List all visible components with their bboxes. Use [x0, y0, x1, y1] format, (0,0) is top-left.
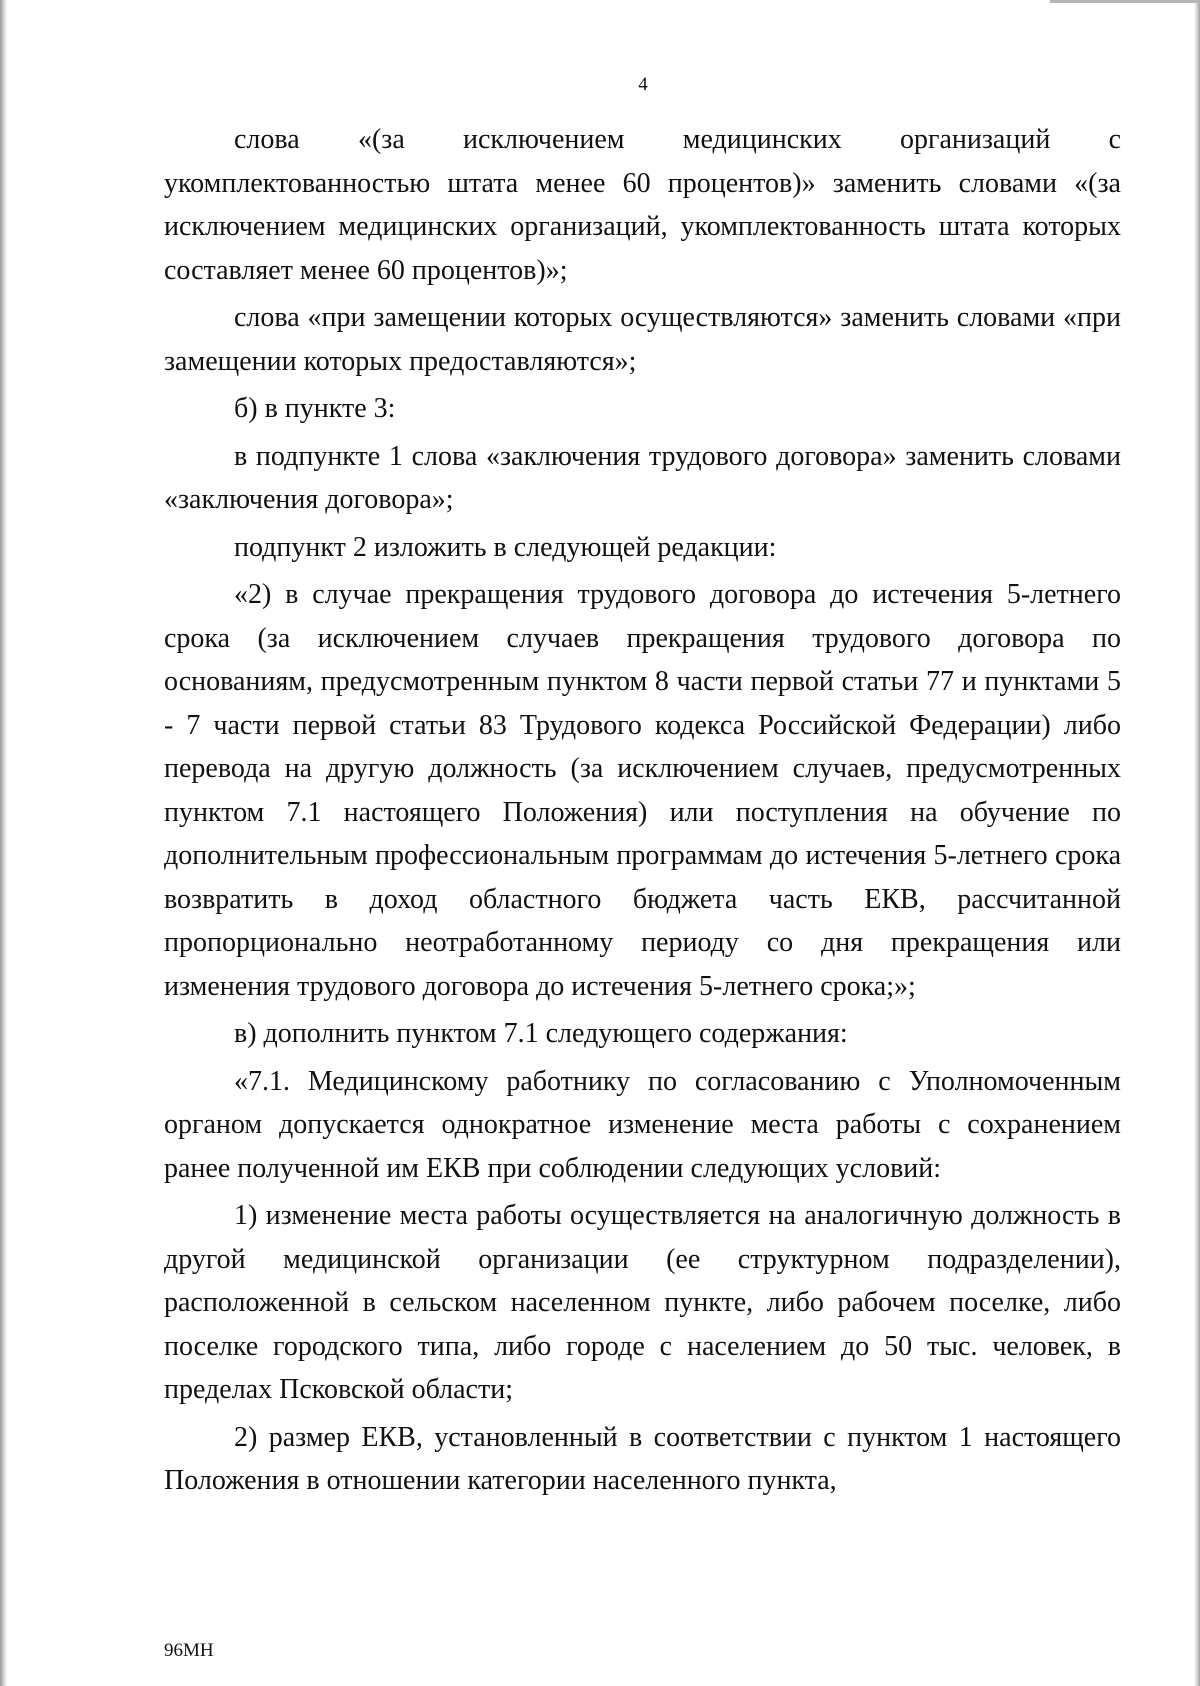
- paragraph: 1) изменение места работы осуществляется на аналогичную должность в другой медицинской организации (ее структурном подразделении), расположенной в сельском населенном пункте, либо рабочем поселке, либо поселке городского типа, либо городе с населением до 50 тыс. человек, в пределах Псковской области;: [164, 1200, 1121, 1405]
- page-number: 4: [638, 74, 648, 95]
- paragraph: «7.1. Медицинскому работнику по согласованию с Уполномоченным органом допускается однократное изменение места работы с сохранением ранее полученной им ЕКВ при соблюдении следующих условий:: [164, 1065, 1121, 1184]
- paragraph: слова «при замещении которых осуществляются» заменить словами «при замещении которых предоставляются»;: [164, 302, 1121, 377]
- paragraph: слова «(за исключением медицинских организаций с укомплектованностью штата менее 60 процентов)» заменить словами «(за исключением медицинских организаций, укомплектованность штата которых составляет менее 60 процентов)»;: [164, 124, 1121, 286]
- scan-edge-right: [1194, 0, 1200, 1686]
- paragraph: б) в пункте 3:: [234, 393, 396, 424]
- document-body: [164, 118, 1121, 1503]
- scan-edge-top: [1050, 0, 1200, 3]
- document-code: 96МН: [164, 1640, 214, 1661]
- paragraph: в) дополнить пунктом 7.1 следующего содержания:: [234, 1018, 848, 1049]
- paragraph: в подпункте 1 слова «заключения трудового договора» заменить словами «заключения договора»;: [164, 440, 1121, 515]
- paragraph: «2) в случае прекращения трудового договора до истечения 5-летнего срока (за исключением случаев прекращения трудового договора по основаниям, предусмотренным пунктом 8 части первой статьи 77 и пунктами 5 - 7 части первой статьи 83 Трудового кодекса Российской Федерации) либо перевода на другую должность (за исключением случаев, предусмотренных пунктом 7.1 настоящего Положения) или поступления на обучение по дополнительным профессиональным программам до истечения 5-летнего срока возвратить в доход областного бюджета часть ЕКВ, рассчитанной пропорционально неотработанному периоду со дня прекращения или изменения трудового договора до истечения 5-летнего срока;»;: [164, 579, 1121, 1002]
- paragraph: 2) размер ЕКВ, установленный в соответствии с пунктом 1 настоящего Положения в отношении категории населенного пункта,: [164, 1421, 1121, 1496]
- scan-edge-left: [0, 0, 7, 1686]
- paragraph: подпункт 2 изложить в следующей редакции:: [234, 531, 777, 563]
